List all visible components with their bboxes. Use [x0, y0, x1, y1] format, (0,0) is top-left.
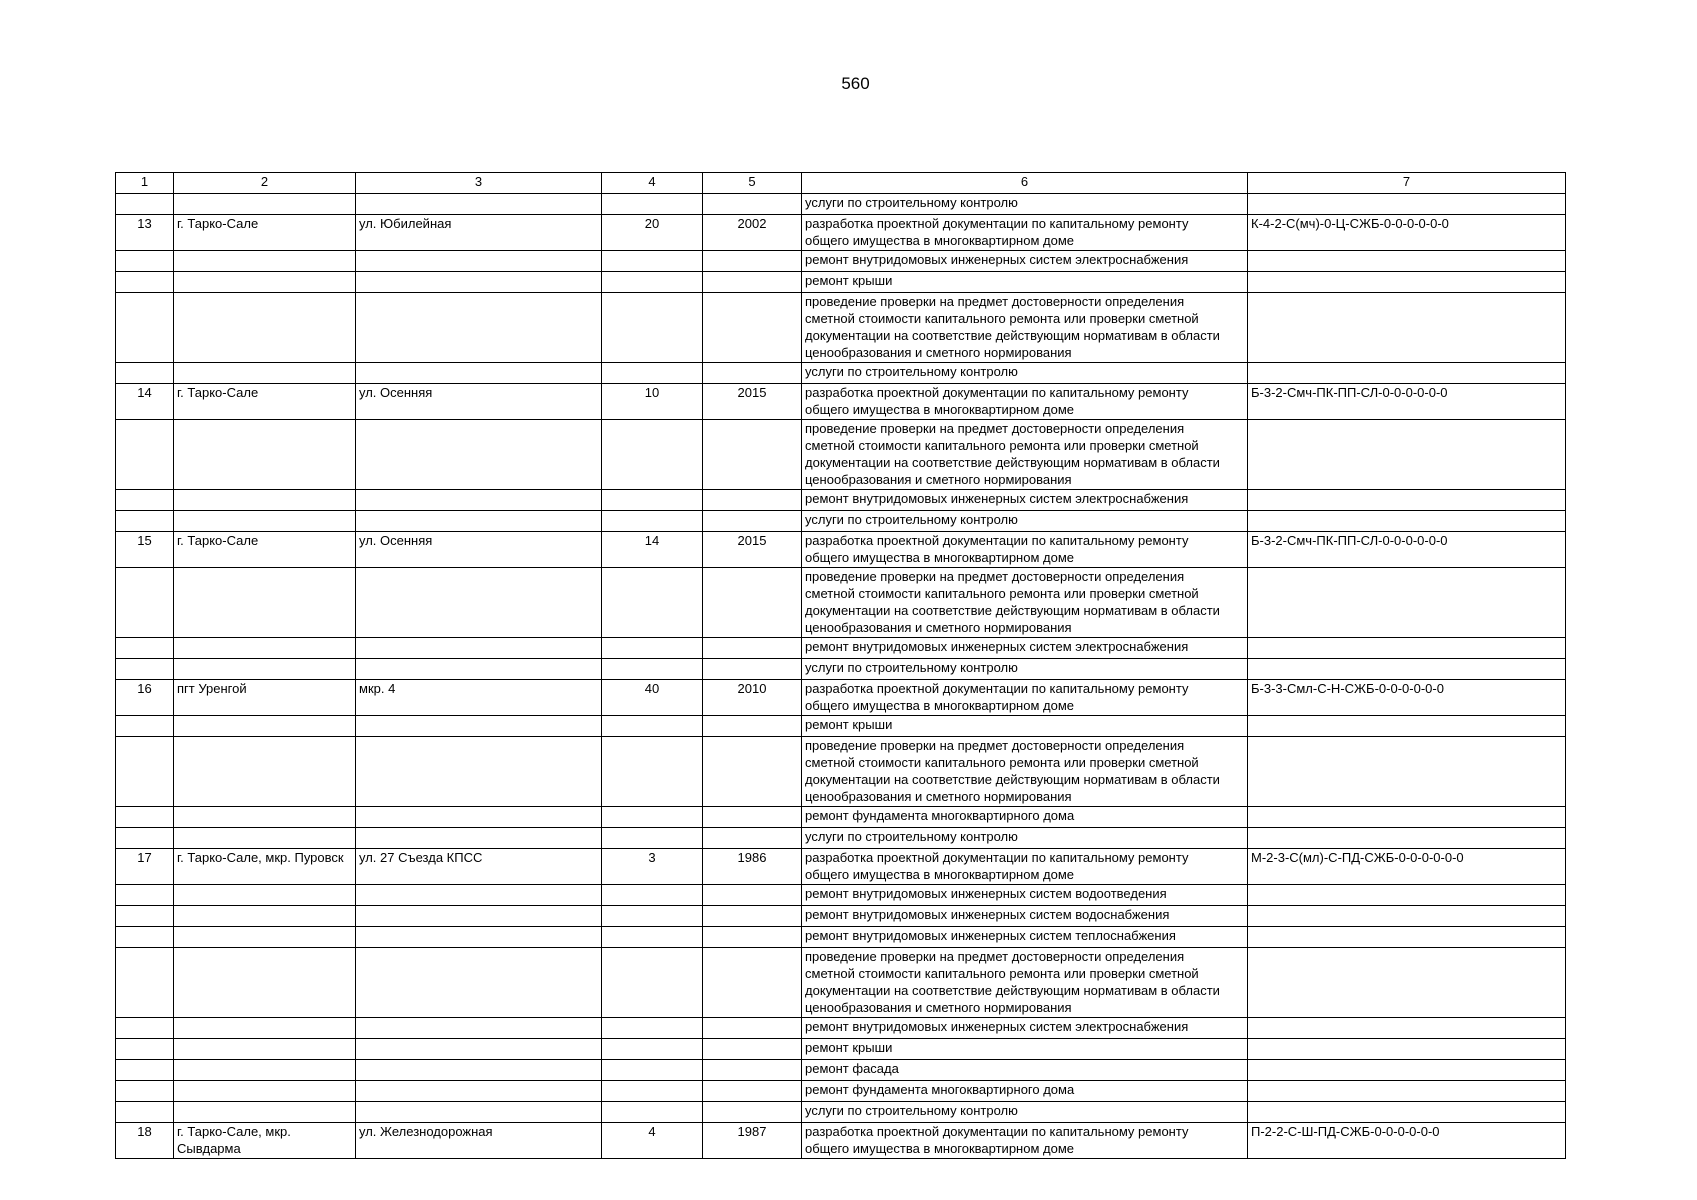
street-cell: ул. Юбилейная [356, 215, 602, 251]
settlement-cell [174, 716, 356, 737]
work-type-cell: разработка проектной документации по капитальному ремонту общего имущества в многоквартирном доме [802, 532, 1248, 568]
settlement-cell [174, 659, 356, 680]
settlement-cell: г. Тарко-Сале, мкр. Пуровск [174, 849, 356, 885]
table-row [116, 885, 1566, 906]
house-code-cell [1248, 659, 1566, 680]
house-code-cell [1248, 568, 1566, 638]
work-type-cell: ремонт крыши [802, 716, 1248, 737]
work-type-cell: услуги по строительному контролю [802, 363, 1248, 384]
house-number-cell: 14 [602, 532, 703, 568]
house-number-cell [602, 927, 703, 948]
row-number-cell [116, 1039, 174, 1060]
house-number-cell [602, 1060, 703, 1081]
row-number-cell [116, 828, 174, 849]
row-number-cell [116, 511, 174, 532]
house-code-cell [1248, 927, 1566, 948]
house-code-cell [1248, 1060, 1566, 1081]
street-cell [356, 659, 602, 680]
street-cell: ул. Осенняя [356, 532, 602, 568]
street-cell [356, 568, 602, 638]
table-row [116, 1060, 1566, 1081]
table-row [116, 511, 1566, 532]
street-cell: ул. Осенняя [356, 384, 602, 420]
table-row [116, 927, 1566, 948]
street-cell [356, 927, 602, 948]
work-type-cell: проведение проверки на предмет достоверности определения сметной стоимости капитального ремонта или проверки сметной документации на соответствие действующим нормативам в области ценообразования и сметного нормирования [802, 568, 1248, 638]
settlement-cell [174, 1081, 356, 1102]
work-type-cell: ремонт фундамента многоквартирного дома [802, 1081, 1248, 1102]
house-code-cell: П-2-2-С-Ш-ПД-СЖБ-0-0-0-0-0-0 [1248, 1123, 1566, 1159]
year-cell: 1986 [703, 849, 802, 885]
table-row [116, 568, 1566, 638]
street-cell [356, 272, 602, 293]
row-number-cell [116, 251, 174, 272]
row-number-cell [116, 568, 174, 638]
work-type-cell: разработка проектной документации по капитальному ремонту общего имущества в многоквартирном доме [802, 384, 1248, 420]
column-number: 1 [116, 173, 174, 194]
settlement-cell [174, 737, 356, 807]
year-cell: 2015 [703, 384, 802, 420]
row-number-cell [116, 293, 174, 363]
house-code-cell [1248, 828, 1566, 849]
row-number-cell [116, 927, 174, 948]
year-cell [703, 420, 802, 490]
table-row [116, 659, 1566, 680]
year-cell [703, 1102, 802, 1123]
house-number-cell: 4 [602, 1123, 703, 1159]
row-number-cell: 18 [116, 1123, 174, 1159]
year-cell [703, 1018, 802, 1039]
house-number-cell [602, 420, 703, 490]
house-number-cell [602, 194, 703, 215]
street-cell [356, 420, 602, 490]
column-number: 6 [802, 173, 1248, 194]
year-cell [703, 251, 802, 272]
settlement-cell [174, 420, 356, 490]
house-code-cell [1248, 716, 1566, 737]
work-type-cell: ремонт внутридомовых инженерных систем электроснабжения [802, 490, 1248, 511]
house-number-cell [602, 659, 703, 680]
settlement-cell [174, 885, 356, 906]
year-cell [703, 1081, 802, 1102]
street-cell [356, 251, 602, 272]
table-row [116, 948, 1566, 1018]
street-cell [356, 293, 602, 363]
street-cell: ул. Железнодорожная [356, 1123, 602, 1159]
house-number-cell [602, 490, 703, 511]
year-cell [703, 659, 802, 680]
year-cell: 1987 [703, 1123, 802, 1159]
street-cell [356, 828, 602, 849]
work-type-cell: ремонт крыши [802, 272, 1248, 293]
house-number-cell: 20 [602, 215, 703, 251]
house-code-cell [1248, 293, 1566, 363]
work-type-cell: услуги по строительному контролю [802, 659, 1248, 680]
house-code-cell [1248, 1039, 1566, 1060]
row-number-cell [116, 716, 174, 737]
house-code-cell [1248, 1102, 1566, 1123]
row-number-cell [116, 948, 174, 1018]
year-cell [703, 490, 802, 511]
work-type-cell: проведение проверки на предмет достоверности определения сметной стоимости капитального ремонта или проверки сметной документации на соответствие действующим нормативам в области ценообразования и сметного нормирования [802, 737, 1248, 807]
settlement-cell: г. Тарко-Сале, мкр. Сывдарма [174, 1123, 356, 1159]
house-number-cell [602, 807, 703, 828]
year-cell [703, 927, 802, 948]
page-number: 560 [841, 74, 870, 93]
settlement-cell [174, 568, 356, 638]
row-number-cell [116, 906, 174, 927]
table-row [116, 251, 1566, 272]
house-number-cell [602, 363, 703, 384]
table-row [116, 363, 1566, 384]
settlement-cell: г. Тарко-Сале [174, 215, 356, 251]
street-cell [356, 948, 602, 1018]
house-code-cell [1248, 363, 1566, 384]
settlement-cell [174, 948, 356, 1018]
house-code-cell [1248, 948, 1566, 1018]
row-number-cell [116, 1060, 174, 1081]
year-cell [703, 293, 802, 363]
column-number: 4 [602, 173, 703, 194]
row-number-cell [116, 807, 174, 828]
table-row [116, 272, 1566, 293]
work-type-cell: ремонт внутридомовых инженерных систем электроснабжения [802, 638, 1248, 659]
work-type-cell: услуги по строительному контролю [802, 828, 1248, 849]
street-cell [356, 1060, 602, 1081]
row-number-cell [116, 737, 174, 807]
table-row [116, 293, 1566, 363]
house-number-cell [602, 828, 703, 849]
settlement-cell [174, 363, 356, 384]
work-type-cell: разработка проектной документации по капитальному ремонту общего имущества в многоквартирном доме [802, 1123, 1248, 1159]
table-row [116, 194, 1566, 215]
work-type-cell: ремонт внутридомовых инженерных систем электроснабжения [802, 251, 1248, 272]
table-row [116, 490, 1566, 511]
house-number-cell [602, 885, 703, 906]
house-number-cell [602, 1102, 703, 1123]
house-number-cell [602, 511, 703, 532]
work-type-cell: ремонт внутридомовых инженерных систем теплоснабжения [802, 927, 1248, 948]
house-number-cell [602, 737, 703, 807]
house-number-cell [602, 1081, 703, 1102]
street-cell: ул. 27 Съезда КПСС [356, 849, 602, 885]
year-cell: 2010 [703, 680, 802, 716]
street-cell: мкр. 4 [356, 680, 602, 716]
row-number-cell [116, 272, 174, 293]
table-row [116, 680, 1566, 716]
settlement-cell [174, 251, 356, 272]
row-number-cell [116, 1018, 174, 1039]
row-number-cell: 16 [116, 680, 174, 716]
street-cell [356, 807, 602, 828]
row-number-cell [116, 1081, 174, 1102]
settlement-cell [174, 1018, 356, 1039]
house-code-cell [1248, 194, 1566, 215]
work-type-cell: ремонт фундамента многоквартирного дома [802, 807, 1248, 828]
settlement-cell: пгт Уренгой [174, 680, 356, 716]
work-type-cell: услуги по строительному контролю [802, 511, 1248, 532]
house-number-cell: 3 [602, 849, 703, 885]
street-cell [356, 1039, 602, 1060]
settlement-cell [174, 272, 356, 293]
street-cell [356, 194, 602, 215]
street-cell [356, 1102, 602, 1123]
column-number-row [116, 173, 1566, 194]
settlement-cell [174, 293, 356, 363]
column-number: 3 [356, 173, 602, 194]
column-number: 2 [174, 173, 356, 194]
settlement-cell [174, 906, 356, 927]
house-code-cell: Б-3-2-Смч-ПК-ПП-СЛ-0-0-0-0-0-0 [1248, 532, 1566, 568]
street-cell [356, 363, 602, 384]
work-type-cell: услуги по строительному контролю [802, 1102, 1248, 1123]
work-type-cell: проведение проверки на предмет достоверности определения сметной стоимости капитального ремонта или проверки сметной документации на соответствие действующим нормативам в области ценообразования и сметного нормирования [802, 948, 1248, 1018]
table-body [116, 194, 1566, 1159]
house-number-cell [602, 251, 703, 272]
work-type-cell: ремонт внутридомовых инженерных систем водоснабжения [802, 906, 1248, 927]
table-row [116, 849, 1566, 885]
house-code-cell [1248, 1018, 1566, 1039]
table-row [116, 1102, 1566, 1123]
house-number-cell [602, 1018, 703, 1039]
street-cell [356, 1081, 602, 1102]
year-cell [703, 511, 802, 532]
street-cell [356, 716, 602, 737]
house-number-cell: 40 [602, 680, 703, 716]
table-row [116, 906, 1566, 927]
table-row [116, 384, 1566, 420]
house-code-cell [1248, 490, 1566, 511]
row-number-cell: 14 [116, 384, 174, 420]
year-cell [703, 948, 802, 1018]
settlement-cell: г. Тарко-Сале [174, 384, 356, 420]
house-code-cell: М-2-3-С(мл)-С-ПД-СЖБ-0-0-0-0-0-0 [1248, 849, 1566, 885]
table-row [116, 532, 1566, 568]
house-code-cell [1248, 420, 1566, 490]
house-number-cell [602, 638, 703, 659]
house-number-cell [602, 568, 703, 638]
house-code-cell [1248, 511, 1566, 532]
street-cell [356, 490, 602, 511]
settlement-cell [174, 194, 356, 215]
house-number-cell [602, 293, 703, 363]
table-row [116, 1081, 1566, 1102]
house-number-cell [602, 948, 703, 1018]
street-cell [356, 906, 602, 927]
table-row [116, 807, 1566, 828]
year-cell [703, 272, 802, 293]
settlement-cell [174, 828, 356, 849]
table-row [116, 716, 1566, 737]
table-row [116, 420, 1566, 490]
house-number-cell [602, 716, 703, 737]
settlement-cell [174, 1039, 356, 1060]
work-type-cell: ремонт фасада [802, 1060, 1248, 1081]
row-number-cell [116, 363, 174, 384]
row-number-cell [116, 885, 174, 906]
year-cell [703, 194, 802, 215]
street-cell [356, 511, 602, 532]
year-cell [703, 638, 802, 659]
work-type-cell: проведение проверки на предмет достоверности определения сметной стоимости капитального ремонта или проверки сметной документации на соответствие действующим нормативам в области ценообразования и сметного нормирования [802, 420, 1248, 490]
year-cell [703, 716, 802, 737]
house-number-cell [602, 906, 703, 927]
row-number-cell [116, 420, 174, 490]
street-cell [356, 1018, 602, 1039]
row-number-cell: 13 [116, 215, 174, 251]
row-number-cell [116, 194, 174, 215]
work-type-cell: разработка проектной документации по капитальному ремонту общего имущества в многоквартирном доме [802, 849, 1248, 885]
table-row [116, 638, 1566, 659]
house-code-cell: Б-3-2-Смч-ПК-ПП-СЛ-0-0-0-0-0-0 [1248, 384, 1566, 420]
work-type-cell: разработка проектной документации по капитальному ремонту общего имущества в многоквартирном доме [802, 215, 1248, 251]
house-number-cell [602, 272, 703, 293]
row-number-cell [116, 1102, 174, 1123]
house-code-cell [1248, 885, 1566, 906]
work-type-cell: ремонт внутридомовых инженерных систем водоотведения [802, 885, 1248, 906]
settlement-cell [174, 490, 356, 511]
house-code-cell: К-4-2-С(мч)-0-Ц-СЖБ-0-0-0-0-0-0 [1248, 215, 1566, 251]
year-cell [703, 885, 802, 906]
work-type-cell: ремонт внутридомовых инженерных систем электроснабжения [802, 1018, 1248, 1039]
house-number-cell [602, 1039, 703, 1060]
settlement-cell [174, 807, 356, 828]
settlement-cell: г. Тарко-Сале [174, 532, 356, 568]
table-row [116, 215, 1566, 251]
table-row [116, 828, 1566, 849]
work-type-cell: проведение проверки на предмет достоверности определения сметной стоимости капитального ремонта или проверки сметной документации на соответствие действующим нормативам в области ценообразования и сметного нормирования [802, 293, 1248, 363]
year-cell: 2002 [703, 215, 802, 251]
table-row [116, 1123, 1566, 1159]
house-code-cell [1248, 1081, 1566, 1102]
work-type-cell: услуги по строительному контролю [802, 194, 1248, 215]
house-code-cell [1248, 251, 1566, 272]
house-code-cell [1248, 638, 1566, 659]
year-cell [703, 363, 802, 384]
house-number-cell: 10 [602, 384, 703, 420]
settlement-cell [174, 1102, 356, 1123]
row-number-cell [116, 490, 174, 511]
street-cell [356, 737, 602, 807]
year-cell [703, 906, 802, 927]
row-number-cell [116, 638, 174, 659]
year-cell [703, 807, 802, 828]
work-type-cell: разработка проектной документации по капитальному ремонту общего имущества в многоквартирном доме [802, 680, 1248, 716]
year-cell [703, 737, 802, 807]
house-code-cell [1248, 737, 1566, 807]
table-row [116, 1039, 1566, 1060]
street-cell [356, 638, 602, 659]
settlement-cell [174, 927, 356, 948]
year-cell: 2015 [703, 532, 802, 568]
year-cell [703, 1060, 802, 1081]
year-cell [703, 1039, 802, 1060]
settlement-cell [174, 511, 356, 532]
row-number-cell: 17 [116, 849, 174, 885]
row-number-cell [116, 659, 174, 680]
house-code-cell [1248, 272, 1566, 293]
work-type-cell: ремонт крыши [802, 1039, 1248, 1060]
settlement-cell [174, 638, 356, 659]
table-row [116, 1018, 1566, 1039]
year-cell [703, 828, 802, 849]
table-row [116, 737, 1566, 807]
street-cell [356, 885, 602, 906]
house-code-cell: Б-3-3-Смл-С-Н-СЖБ-0-0-0-0-0-0 [1248, 680, 1566, 716]
column-number: 7 [1248, 173, 1566, 194]
row-number-cell: 15 [116, 532, 174, 568]
year-cell [703, 568, 802, 638]
house-code-cell [1248, 906, 1566, 927]
house-code-cell [1248, 807, 1566, 828]
settlement-cell [174, 1060, 356, 1081]
repair-program-table [115, 172, 1566, 1159]
column-number: 5 [703, 173, 802, 194]
